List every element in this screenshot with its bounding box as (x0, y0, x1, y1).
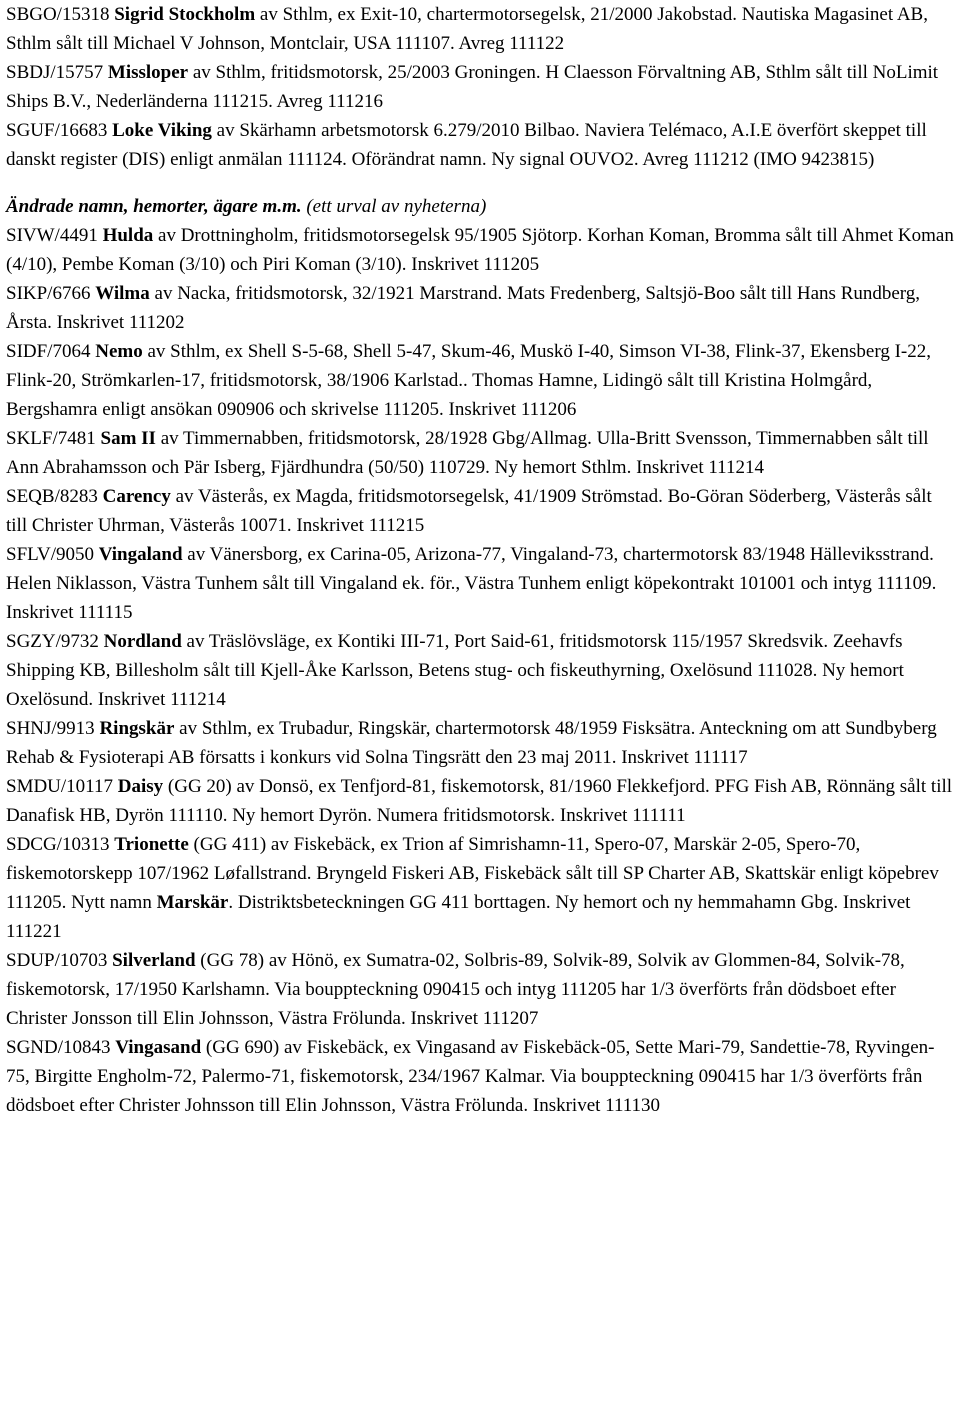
vessel-entry (6, 830, 954, 946)
entry-text: SBGO/15318 (6, 4, 115, 25)
vessel-name: Missloper (107, 62, 189, 83)
vessel-name: Daisy (117, 776, 164, 797)
vessel-name: Vingasand (115, 1037, 202, 1058)
vessel-entry (6, 772, 954, 830)
entry-text: . Distriktsbeteckningen GG 411 borttagen. Ny hemort och ny hemmahamn Gbg. Inskrivet 111221 (6, 892, 911, 942)
vessel-name: Sam II (100, 428, 156, 449)
entry-text: av Sthlm, fritidsmotorsk, 25/2003 Groningen. H Claesson Förvaltning AB, Sthlm sålt till NoLimit Ships B.V., Nederländerna 111215. Avreg 111216 (6, 62, 939, 112)
vessel-entry (6, 279, 954, 337)
entry-text: av Sthlm, ex Shell S-5-68, Shell 5-47, Skum-46, Muskö I-40, Simson VI-38, Flink-37, Ekensberg I-22, Flink-20, Strömkarlen-17, fritidsmotorsk, 38/1906 Karlstad.. Thomas Hamne, Lidingö sålt till Kristina Holmgård, Bergshamra enligt ansökan 090906 och skrivelse 111205. Inskrivet 111206 (6, 341, 932, 420)
entry-text: av Drottningholm, fritidsmotorsegelsk 95/1905 Sjötorp. Korhan Koman, Bromma sålt till Ahmet Koman (4/10), Pembe Koman (3/10) och Piri Koman (3/10). Inskrivet 111205 (6, 225, 954, 275)
entry-text: av Nacka, fritidsmotorsk, 32/1921 Marstrand. Mats Fredenberg, Saltsjö-Boo sålt till Hans Rundberg, Årsta. Inskrivet 111202 (6, 283, 921, 333)
entry-text: SDCG/10313 (6, 834, 115, 855)
entry-text: (GG 78) av Hönö, ex Sumatra-02, Solbris-89, Solvik-89, Solvik av Glommen-84, Solvik-78, fiskemotorsk, 17/1950 Karlshamn. Via bouppteckning 090415 och intyg 111205 har 1/3 överförts från dödsboet efter Christer Jonsson till Elin Johnsson, Västra Frölunda. Inskrivet 111207 (6, 950, 905, 1029)
entry-text: SFLV/9050 (6, 544, 99, 565)
vessel-entry (6, 946, 954, 1033)
vessel-entry (6, 337, 954, 424)
vessel-entry (6, 424, 954, 482)
vessel-entry (6, 482, 954, 540)
entry-text: SIVW/4491 (6, 225, 103, 246)
vessel-name: Vingaland (98, 544, 183, 565)
vessel-name: Silverland (112, 950, 196, 971)
vessel-entry (6, 627, 954, 714)
vessel-name: Loke Viking (112, 120, 212, 141)
entry-text: SMDU/10117 (6, 776, 118, 797)
entry-text: SIKP/6766 (6, 283, 96, 304)
entry-text: (GG 411) av Fiskebäck, ex Trion af Simrishamn-11, Spero-07, Marskär 2-05, Spero-70, fiskemotorskepp 107/1962 Løfallstrand. Bryngeld Fiskeri AB, Fiskebäck sålt till SP Charter AB, Skattskär enligt köpebrev 111205. Nytt namn (6, 834, 939, 913)
entry-text: (GG 20) av Donsö, ex Tenfjord-81, fiskemotorsk, 81/1960 Flekkefjord. PFG Fish AB, Rönnäng sålt till Danafisk HB, Dyrön 111110. Ny hemort Dyrön. Numera fritidsmotorsk. Inskrivet 111111 (6, 776, 953, 826)
vessel-entry (6, 221, 954, 279)
vessel-name: Nordland (103, 631, 182, 652)
entry-text: SHNJ/9913 (6, 718, 100, 739)
vessel-entry (6, 58, 954, 116)
entry-text: SEQB/8283 (6, 486, 103, 507)
vessel-name: Wilma (95, 283, 150, 304)
entry-text: (GG 690) av Fiskebäck, ex Vingasand av Fiskebäck-05, Sette Mari-79, Sandettie-78, Ryvingen-75, Birgitte Engholm-72, Palermo-71, fiskemotorsk, 234/1967 Kalmar. Via bouppteckning 090415 har 1/3 överförts från dödsboet efter Christer Johnsson till Elin Johnsson, Västra Frölunda. Inskrivet 111130 (6, 1037, 935, 1116)
vessel-name: Marskär (156, 892, 229, 913)
vessel-name: Carency (102, 486, 171, 507)
entry-text: SGUF/16683 (6, 120, 113, 141)
entry-text: SDUP/10703 (6, 950, 113, 971)
section-heading (6, 192, 954, 221)
entry-text: av Skärhamn arbetsmotorsk 6.279/2010 Bilbao. Naviera Telémaco, A.I.E överfört skeppet till danskt register (DIS) enligt anmälan 111124. Oförändrat namn. Ny signal OUVO2. Avreg 111212 (IMO 9423815) (6, 120, 927, 170)
vessel-entry (6, 116, 954, 174)
entry-text: SKLF/7481 (6, 428, 101, 449)
entry-text: av Timmernabben, fritidsmotorsk, 28/1928 Gbg/Allmag. Ulla-Britt Svensson, Timmernabben sålt till Ann Abrahamsson och Pär Isberg, Fjärdhundra (50/50) 110729. Ny hemort Sthlm. Inskrivet 111214 (6, 428, 929, 478)
vessel-name: Ringskär (99, 718, 175, 739)
section-heading-note: (ett urval av nyheterna) (301, 196, 487, 217)
entry-text: SGZY/9732 (6, 631, 104, 652)
entry-text: SBDJ/15757 (6, 62, 108, 83)
entry-text: av Vänersborg, ex Carina-05, Arizona-77, Vingaland-73, chartermotorsk 83/1948 Hälleviksstrand. Helen Niklasson, Västra Tunhem sålt till Vingaland ek. för., Västra Tunhem enligt köpekontrakt 101001 och intyg 111109. Inskrivet 111115 (6, 544, 937, 623)
entry-text: av Västerås, ex Magda, fritidsmotorsegelsk, 41/1909 Strömstad. Bo-Göran Söderberg, Västerås sålt till Christer Uhrman, Västerås 10071. Inskrivet 111215 (6, 486, 932, 536)
entry-text: SGND/10843 (6, 1037, 116, 1058)
entry-text: av Sthlm, ex Trubadur, Ringskär, chartermotorsk 48/1959 Fisksätra. Anteckning om att Sundbyberg Rehab & Fysioterapi AB försatts i konkurs vid Solna Tingsrätt den 23 maj 2011. Inskrivet 111117 (6, 718, 937, 768)
vessel-entry (6, 0, 954, 58)
vessel-entry (6, 714, 954, 772)
section-heading-title: Ändrade namn, hemorter, ägare m.m. (6, 196, 302, 217)
vessel-name: Nemo (95, 341, 143, 362)
vessel-name: Trionette (114, 834, 189, 855)
entry-text: SIDF/7064 (6, 341, 96, 362)
vessel-name: Sigrid Stockholm (114, 4, 256, 25)
changed-names-section (6, 221, 954, 1120)
deregistered-vessels-section (6, 0, 954, 174)
vessel-name: Hulda (102, 225, 154, 246)
entry-text: av Sthlm, ex Exit-10, chartermotorsegelsk, 21/2000 Jakobstad. Nautiska Magasinet AB, Sthlm sålt till Michael V Johnson, Montclair, USA 111107. Avreg 111122 (6, 4, 928, 54)
entry-text: av Träslövsläge, ex Kontiki III-71, Port Said-61, fritidsmotorsk 115/1957 Skredsvik. Zeehavfs Shipping KB, Billesholm sålt till Kjell-Åke Karlsson, Betens stug- och fiskeuthyrning, Oxelösund 111028. Ny hemort Oxelösund. Inskrivet 111214 (6, 631, 904, 710)
vessel-entry (6, 540, 954, 627)
vessel-entry (6, 1033, 954, 1120)
